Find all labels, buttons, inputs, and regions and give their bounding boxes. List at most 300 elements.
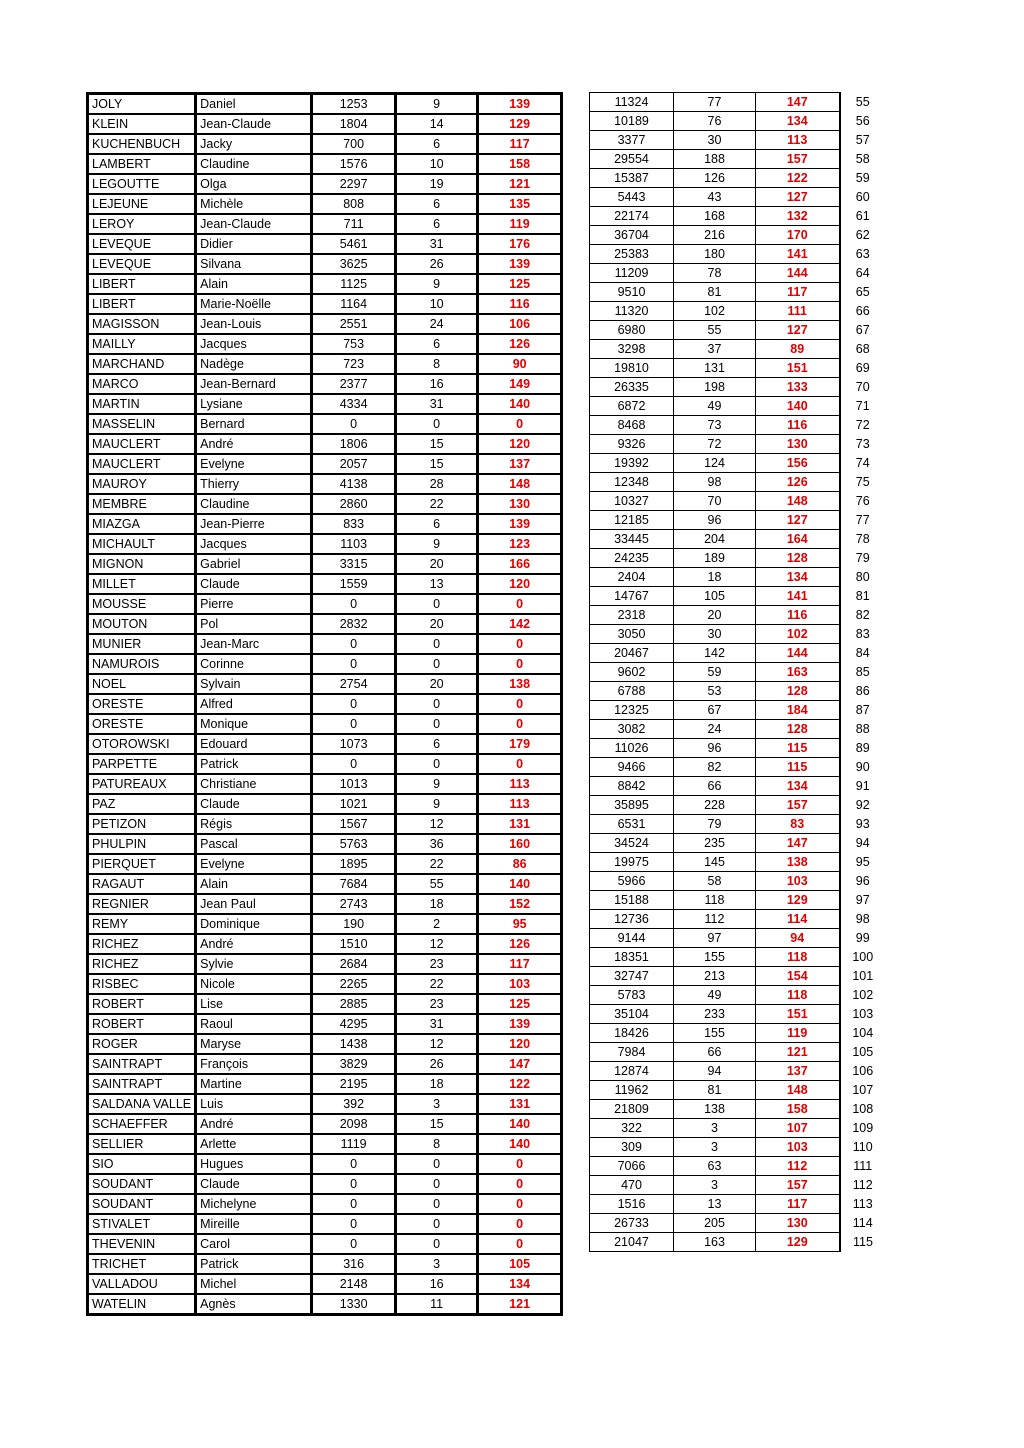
table-row xyxy=(88,274,562,294)
season-games: 0 xyxy=(396,694,478,714)
total-average: 134 xyxy=(756,112,840,131)
total-games: 205 xyxy=(674,1214,756,1233)
row-number: 103 xyxy=(852,1007,874,1021)
season-points: 0 xyxy=(312,634,396,654)
player-first-name: Alfred xyxy=(196,694,312,714)
player-last-name: ROBERT xyxy=(88,994,196,1014)
season-points: 1806 xyxy=(312,434,396,454)
season-average: 129 xyxy=(478,114,562,134)
player-last-name: SCHAEFFER xyxy=(88,1114,196,1134)
total-points: 36704 xyxy=(590,226,674,245)
table-row xyxy=(590,1043,886,1062)
table-row xyxy=(88,1074,562,1094)
row-number: 70 xyxy=(855,380,870,394)
player-last-name: WATELIN xyxy=(88,1294,196,1315)
total-points: 18351 xyxy=(590,948,674,967)
row-number: 93 xyxy=(855,817,870,831)
season-points: 2832 xyxy=(312,614,396,634)
total-points: 3377 xyxy=(590,131,674,150)
total-games: 18 xyxy=(674,568,756,587)
row-number: 60 xyxy=(855,190,870,204)
table-row xyxy=(88,314,562,334)
player-last-name: ROGER xyxy=(88,1034,196,1054)
row-number: 78 xyxy=(855,532,870,546)
total-average: 118 xyxy=(756,948,840,967)
season-games: 0 xyxy=(396,594,478,614)
season-average: 121 xyxy=(478,174,562,194)
row-number: 111 xyxy=(853,1159,873,1173)
row-number: 102 xyxy=(852,988,874,1002)
total-average: 122 xyxy=(756,169,840,188)
season-games: 55 xyxy=(396,874,478,894)
row-number: 114 xyxy=(852,1216,873,1230)
total-points: 20467 xyxy=(590,644,674,663)
table-row xyxy=(590,416,886,435)
total-games: 98 xyxy=(674,473,756,492)
table-row xyxy=(590,511,886,530)
season-games: 15 xyxy=(396,1114,478,1134)
table-row xyxy=(590,302,886,321)
total-average: 141 xyxy=(756,245,840,264)
season-points: 1073 xyxy=(312,734,396,754)
season-points: 1804 xyxy=(312,114,396,134)
total-average: 151 xyxy=(756,1005,840,1024)
total-points: 3050 xyxy=(590,625,674,644)
total-games: 3 xyxy=(674,1138,756,1157)
total-average: 164 xyxy=(756,530,840,549)
player-last-name: SIO xyxy=(88,1154,196,1174)
season-average: 160 xyxy=(478,834,562,854)
row-number: 73 xyxy=(855,437,870,451)
season-points: 2684 xyxy=(312,954,396,974)
player-first-name: Olga xyxy=(196,174,312,194)
player-first-name: Martine xyxy=(196,1074,312,1094)
total-points: 29554 xyxy=(590,150,674,169)
table-row xyxy=(88,674,562,694)
table-row xyxy=(88,534,562,554)
season-points: 1103 xyxy=(312,534,396,554)
table-row xyxy=(88,574,562,594)
table-row xyxy=(590,473,886,492)
total-points: 5966 xyxy=(590,872,674,891)
table-row xyxy=(590,1081,886,1100)
row-number: 62 xyxy=(855,228,870,242)
player-first-name: Alain xyxy=(196,874,312,894)
total-games: 97 xyxy=(674,929,756,948)
total-average: 121 xyxy=(756,1043,840,1062)
season-games: 14 xyxy=(396,114,478,134)
table-row xyxy=(590,682,886,701)
season-points: 1330 xyxy=(312,1294,396,1315)
total-games: 112 xyxy=(674,910,756,929)
season-games: 23 xyxy=(396,994,478,1014)
total-points: 9466 xyxy=(590,758,674,777)
table-row xyxy=(590,549,886,568)
season-average: 139 xyxy=(478,94,562,115)
season-points: 711 xyxy=(312,214,396,234)
table-row xyxy=(88,994,562,1014)
total-points: 22174 xyxy=(590,207,674,226)
season-average: 135 xyxy=(478,194,562,214)
season-points: 2377 xyxy=(312,374,396,394)
player-first-name: Pierre xyxy=(196,594,312,614)
season-points: 7684 xyxy=(312,874,396,894)
row-number: 92 xyxy=(855,798,870,812)
total-points: 2404 xyxy=(590,568,674,587)
player-first-name: Sylvain xyxy=(196,674,312,694)
row-number: 86 xyxy=(855,684,870,698)
total-games: 155 xyxy=(674,1024,756,1043)
total-points: 6531 xyxy=(590,815,674,834)
row-number: 59 xyxy=(855,171,870,185)
total-average: 133 xyxy=(756,378,840,397)
total-games: 155 xyxy=(674,948,756,967)
total-games: 96 xyxy=(674,511,756,530)
table-row xyxy=(590,720,886,739)
player-last-name: SAINTRAPT xyxy=(88,1074,196,1094)
season-games: 3 xyxy=(396,1094,478,1114)
total-average: 103 xyxy=(756,1138,840,1157)
total-average: 112 xyxy=(756,1157,840,1176)
table-row xyxy=(88,94,562,115)
player-first-name: Jean-Marc xyxy=(196,634,312,654)
season-average: 120 xyxy=(478,434,562,454)
total-points: 11962 xyxy=(590,1081,674,1100)
total-games: 55 xyxy=(674,321,756,340)
player-first-name: Evelyne xyxy=(196,454,312,474)
table-row xyxy=(88,854,562,874)
season-average: 131 xyxy=(478,814,562,834)
total-average: 147 xyxy=(756,93,840,112)
player-first-name: Claude xyxy=(196,794,312,814)
season-games: 15 xyxy=(396,434,478,454)
total-average: 128 xyxy=(756,549,840,568)
table-row xyxy=(590,188,886,207)
season-points: 1895 xyxy=(312,854,396,874)
season-average: 130 xyxy=(478,494,562,514)
row-number: 90 xyxy=(855,760,870,774)
player-first-name: Agnès xyxy=(196,1294,312,1315)
table-row xyxy=(88,214,562,234)
row-number: 57 xyxy=(855,133,870,147)
total-average: 134 xyxy=(756,568,840,587)
season-games: 13 xyxy=(396,574,478,594)
table-row xyxy=(590,150,886,169)
total-points: 25383 xyxy=(590,245,674,264)
table-row xyxy=(590,872,886,891)
table-row xyxy=(88,834,562,854)
season-points: 0 xyxy=(312,714,396,734)
row-number: 112 xyxy=(852,1178,873,1192)
total-games: 66 xyxy=(674,1043,756,1062)
row-number: 76 xyxy=(855,494,870,508)
player-first-name: André xyxy=(196,934,312,954)
season-points: 4138 xyxy=(312,474,396,494)
total-points: 19392 xyxy=(590,454,674,473)
table-row xyxy=(590,207,886,226)
season-points: 1253 xyxy=(312,94,396,115)
player-last-name: LAMBERT xyxy=(88,154,196,174)
player-first-name: André xyxy=(196,1114,312,1134)
total-average: 148 xyxy=(756,1081,840,1100)
total-average: 137 xyxy=(756,1062,840,1081)
row-number: 84 xyxy=(855,646,870,660)
total-points: 11324 xyxy=(590,93,674,112)
total-average: 138 xyxy=(756,853,840,872)
table-row xyxy=(88,354,562,374)
total-average: 148 xyxy=(756,492,840,511)
total-games: 188 xyxy=(674,150,756,169)
table-row xyxy=(88,1274,562,1294)
total-points: 19810 xyxy=(590,359,674,378)
season-average: 117 xyxy=(478,954,562,974)
season-games: 23 xyxy=(396,954,478,974)
total-games: 235 xyxy=(674,834,756,853)
table-row xyxy=(88,1134,562,1154)
season-points: 190 xyxy=(312,914,396,934)
season-average: 0 xyxy=(478,694,562,714)
player-last-name: LEJEUNE xyxy=(88,194,196,214)
player-first-name: Maryse xyxy=(196,1034,312,1054)
total-games: 145 xyxy=(674,853,756,872)
season-average: 0 xyxy=(478,414,562,434)
season-games: 6 xyxy=(396,514,478,534)
cumulative-results-body xyxy=(590,93,886,1252)
table-row xyxy=(590,834,886,853)
total-games: 233 xyxy=(674,1005,756,1024)
season-games: 8 xyxy=(396,354,478,374)
total-points: 9144 xyxy=(590,929,674,948)
total-games: 67 xyxy=(674,701,756,720)
season-average: 122 xyxy=(478,1074,562,1094)
season-points: 2148 xyxy=(312,1274,396,1294)
season-points: 753 xyxy=(312,334,396,354)
player-first-name: Jean-Louis xyxy=(196,314,312,334)
total-average: 115 xyxy=(756,739,840,758)
season-average: 179 xyxy=(478,734,562,754)
table-row xyxy=(590,758,886,777)
season-games: 12 xyxy=(396,934,478,954)
player-first-name: Edouard xyxy=(196,734,312,754)
season-games: 6 xyxy=(396,194,478,214)
total-average: 115 xyxy=(756,758,840,777)
player-last-name: MAUCLERT xyxy=(88,454,196,474)
total-points: 1516 xyxy=(590,1195,674,1214)
row-number: 83 xyxy=(855,627,870,641)
season-points: 808 xyxy=(312,194,396,214)
total-points: 12348 xyxy=(590,473,674,492)
season-average: 148 xyxy=(478,474,562,494)
table-row xyxy=(590,112,886,131)
player-first-name: Patrick xyxy=(196,754,312,774)
player-first-name: Jacques xyxy=(196,334,312,354)
table-row xyxy=(590,663,886,682)
player-first-name: Jean Paul xyxy=(196,894,312,914)
total-average: 163 xyxy=(756,663,840,682)
total-games: 70 xyxy=(674,492,756,511)
total-games: 204 xyxy=(674,530,756,549)
player-last-name: SELLIER xyxy=(88,1134,196,1154)
row-number: 82 xyxy=(855,608,870,622)
player-last-name: KLEIN xyxy=(88,114,196,134)
season-games: 20 xyxy=(396,614,478,634)
season-average: 142 xyxy=(478,614,562,634)
table-row xyxy=(590,967,886,986)
table-row xyxy=(88,1194,562,1214)
season-games: 26 xyxy=(396,254,478,274)
player-last-name: MAUROY xyxy=(88,474,196,494)
table-row xyxy=(88,234,562,254)
total-games: 96 xyxy=(674,739,756,758)
total-average: 154 xyxy=(756,967,840,986)
season-average: 126 xyxy=(478,934,562,954)
total-points: 10327 xyxy=(590,492,674,511)
season-games: 16 xyxy=(396,1274,478,1294)
row-number: 65 xyxy=(855,285,870,299)
table-row xyxy=(88,154,562,174)
total-points: 33445 xyxy=(590,530,674,549)
table-row xyxy=(590,454,886,473)
season-points: 0 xyxy=(312,414,396,434)
player-first-name: Corinne xyxy=(196,654,312,674)
player-last-name: MUNIER xyxy=(88,634,196,654)
row-number: 55 xyxy=(855,95,870,109)
table-row xyxy=(88,194,562,214)
player-last-name: SAINTRAPT xyxy=(88,1054,196,1074)
total-points: 21047 xyxy=(590,1233,674,1252)
player-first-name: Jacques xyxy=(196,534,312,554)
season-games: 9 xyxy=(396,94,478,115)
total-average: 130 xyxy=(756,435,840,454)
total-average: 140 xyxy=(756,397,840,416)
table-row xyxy=(88,794,562,814)
player-first-name: Marie-Noëlle xyxy=(196,294,312,314)
player-last-name: REMY xyxy=(88,914,196,934)
row-number: 110 xyxy=(852,1140,873,1154)
player-last-name: MIGNON xyxy=(88,554,196,574)
season-points: 0 xyxy=(312,1234,396,1254)
season-average: 0 xyxy=(478,1174,562,1194)
season-points: 700 xyxy=(312,134,396,154)
season-games: 9 xyxy=(396,794,478,814)
season-points: 0 xyxy=(312,654,396,674)
total-points: 35104 xyxy=(590,1005,674,1024)
player-first-name: Claude xyxy=(196,1174,312,1194)
table-row xyxy=(88,1014,562,1034)
table-row xyxy=(88,914,562,934)
table-row xyxy=(590,986,886,1005)
player-first-name: Christiane xyxy=(196,774,312,794)
season-points: 0 xyxy=(312,1174,396,1194)
row-number: 91 xyxy=(855,779,870,793)
season-games: 10 xyxy=(396,294,478,314)
player-first-name: Gabriel xyxy=(196,554,312,574)
table-row xyxy=(590,1119,886,1138)
season-average: 105 xyxy=(478,1254,562,1274)
total-games: 94 xyxy=(674,1062,756,1081)
player-first-name: Claude xyxy=(196,574,312,594)
total-games: 82 xyxy=(674,758,756,777)
table-row xyxy=(590,340,886,359)
table-row xyxy=(590,530,886,549)
player-last-name: PIERQUET xyxy=(88,854,196,874)
total-points: 11209 xyxy=(590,264,674,283)
player-first-name: Daniel xyxy=(196,94,312,115)
season-games: 9 xyxy=(396,534,478,554)
season-points: 316 xyxy=(312,1254,396,1274)
total-average: 89 xyxy=(756,340,840,359)
season-games: 20 xyxy=(396,554,478,574)
total-average: 144 xyxy=(756,264,840,283)
row-number: 99 xyxy=(855,931,870,945)
player-first-name: Silvana xyxy=(196,254,312,274)
total-average: 119 xyxy=(756,1024,840,1043)
season-points: 833 xyxy=(312,514,396,534)
season-points: 0 xyxy=(312,594,396,614)
table-row xyxy=(590,1138,886,1157)
season-points: 5461 xyxy=(312,234,396,254)
season-average: 95 xyxy=(478,914,562,934)
season-average: 125 xyxy=(478,274,562,294)
player-last-name: MARCHAND xyxy=(88,354,196,374)
player-last-name: MOUSSE xyxy=(88,594,196,614)
table-row xyxy=(590,644,886,663)
row-number: 63 xyxy=(855,247,870,261)
player-last-name: JOLY xyxy=(88,94,196,115)
total-games: 24 xyxy=(674,720,756,739)
player-last-name: PAZ xyxy=(88,794,196,814)
player-last-name: TRICHET xyxy=(88,1254,196,1274)
season-games: 26 xyxy=(396,1054,478,1074)
table-row xyxy=(88,974,562,994)
table-row xyxy=(88,434,562,454)
total-average: 157 xyxy=(756,796,840,815)
total-games: 13 xyxy=(674,1195,756,1214)
total-games: 81 xyxy=(674,1081,756,1100)
total-games: 163 xyxy=(674,1233,756,1252)
player-last-name: NOEL xyxy=(88,674,196,694)
season-average: 106 xyxy=(478,314,562,334)
total-average: 127 xyxy=(756,321,840,340)
total-average: 144 xyxy=(756,644,840,663)
season-games: 18 xyxy=(396,894,478,914)
total-average: 170 xyxy=(756,226,840,245)
player-last-name: MAILLY xyxy=(88,334,196,354)
total-average: 114 xyxy=(756,910,840,929)
total-points: 8842 xyxy=(590,777,674,796)
season-points: 3625 xyxy=(312,254,396,274)
total-average: 103 xyxy=(756,872,840,891)
total-points: 6788 xyxy=(590,682,674,701)
total-average: 118 xyxy=(756,986,840,1005)
season-games: 6 xyxy=(396,334,478,354)
season-results-body xyxy=(88,94,562,1315)
season-average: 0 xyxy=(478,754,562,774)
season-points: 2297 xyxy=(312,174,396,194)
total-average: 151 xyxy=(756,359,840,378)
season-points: 2195 xyxy=(312,1074,396,1094)
player-first-name: Evelyne xyxy=(196,854,312,874)
total-points: 6980 xyxy=(590,321,674,340)
total-points: 26335 xyxy=(590,378,674,397)
season-games: 28 xyxy=(396,474,478,494)
table-row xyxy=(88,714,562,734)
table-row xyxy=(590,948,886,967)
player-first-name: André xyxy=(196,434,312,454)
season-points: 5763 xyxy=(312,834,396,854)
player-last-name: LEVEQUE xyxy=(88,254,196,274)
season-average: 158 xyxy=(478,154,562,174)
